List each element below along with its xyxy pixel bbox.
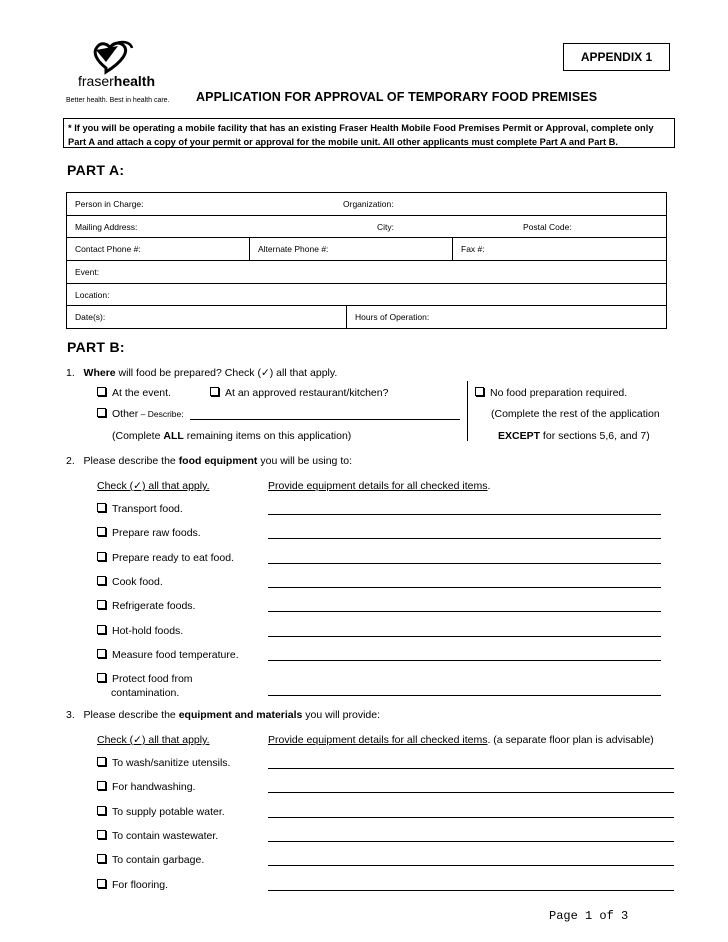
q3-item[interactable]: To contain garbage. bbox=[97, 854, 204, 866]
q1-other-describe-line[interactable] bbox=[190, 419, 460, 420]
event-field[interactable]: Event: bbox=[75, 267, 100, 278]
q2-check-label: Check (✓) all that apply. bbox=[97, 480, 210, 492]
q2-item[interactable]: Cook food. bbox=[97, 576, 163, 588]
part-a-grid bbox=[66, 192, 667, 329]
q2-detail-line[interactable] bbox=[268, 660, 661, 661]
fax-field[interactable]: Fax #: bbox=[452, 238, 666, 260]
q3-detail-line[interactable] bbox=[268, 817, 674, 818]
q2-item[interactable]: Transport food. bbox=[97, 503, 183, 515]
checkbox-icon[interactable] bbox=[210, 387, 219, 396]
row-event bbox=[67, 261, 666, 284]
q1-prompt: 1. Where will food be prepared? Check (✓) all that apply. bbox=[66, 367, 338, 379]
checkbox-icon[interactable] bbox=[97, 649, 106, 658]
q2-item[interactable]: Protect food from bbox=[97, 673, 193, 685]
q2-detail-line[interactable] bbox=[268, 563, 661, 564]
checkbox-icon[interactable] bbox=[97, 576, 106, 585]
q2-detail-line[interactable] bbox=[268, 636, 661, 637]
page-number: Page 1 of 3 bbox=[549, 909, 629, 923]
organization-field[interactable]: Organization: bbox=[343, 199, 394, 209]
q1-complete-all: (Complete ALL remaining items on this application) bbox=[112, 430, 352, 442]
checkbox-icon[interactable] bbox=[475, 387, 484, 396]
q3-item[interactable]: For flooring. bbox=[97, 879, 168, 891]
fraserhealth-logo bbox=[66, 38, 166, 106]
contact-phone-field[interactable]: Contact Phone #: bbox=[75, 244, 141, 255]
q1-opt-event[interactable]: At the event. bbox=[97, 387, 171, 399]
dates-field[interactable]: Date(s): bbox=[75, 312, 106, 323]
q2-detail-line[interactable] bbox=[268, 587, 661, 588]
q3-detail-line[interactable] bbox=[268, 768, 674, 769]
alternate-phone-field[interactable]: Alternate Phone #: bbox=[249, 238, 451, 260]
q3-detail-line[interactable] bbox=[268, 890, 674, 891]
org-name: fraserhealth bbox=[78, 73, 156, 89]
q3-detail-line[interactable] bbox=[268, 792, 674, 793]
q2-item-cont: contamination. bbox=[111, 687, 180, 699]
checkbox-icon[interactable] bbox=[97, 625, 106, 634]
q2-detail-line[interactable] bbox=[268, 695, 661, 696]
q1-complete-rest: (Complete the rest of the application bbox=[491, 408, 660, 420]
checkbox-icon[interactable] bbox=[97, 673, 106, 682]
mailing-address-field[interactable]: Mailing Address: bbox=[75, 221, 138, 232]
person-in-charge-field[interactable]: Person in Charge: bbox=[75, 199, 144, 209]
checkbox-icon[interactable] bbox=[97, 527, 106, 536]
part-b-heading: PART B: bbox=[67, 339, 125, 355]
heart-logo-icon bbox=[66, 38, 166, 78]
checkbox-icon[interactable] bbox=[97, 757, 106, 766]
tagline: Better health. Best in health care. bbox=[66, 97, 170, 104]
q3-item[interactable]: To wash/sanitize utensils. bbox=[97, 757, 230, 769]
row-address bbox=[67, 216, 666, 239]
q1-divider bbox=[467, 381, 468, 441]
appendix-label: APPENDIX 1 bbox=[563, 43, 670, 71]
q3-detail-line[interactable] bbox=[268, 865, 674, 866]
q2-item[interactable]: Measure food temperature. bbox=[97, 649, 239, 661]
row-person bbox=[67, 193, 666, 216]
q1-opt-restaurant[interactable]: At an approved restaurant/kitchen? bbox=[210, 387, 388, 399]
checkbox-icon[interactable] bbox=[97, 408, 106, 417]
q3-item[interactable]: To supply potable water. bbox=[97, 806, 225, 818]
q3-item[interactable]: For handwashing. bbox=[97, 781, 195, 793]
checkbox-icon[interactable] bbox=[97, 781, 106, 790]
q3-check-label: Check (✓) all that apply. bbox=[97, 734, 210, 746]
row-phone bbox=[67, 238, 666, 261]
q2-item[interactable]: Refrigerate foods. bbox=[97, 600, 195, 612]
checkbox-icon[interactable] bbox=[97, 552, 106, 561]
q1-opt-none[interactable]: No food preparation required. bbox=[475, 387, 627, 399]
checkbox-icon[interactable] bbox=[97, 879, 106, 888]
q2-details-label: Provide equipment details for all checked items. bbox=[268, 480, 491, 492]
hours-field[interactable]: Hours of Operation: bbox=[346, 306, 666, 328]
part-a-heading: PART A: bbox=[67, 162, 125, 178]
q1-except: EXCEPT for sections 5,6, and 7) bbox=[498, 430, 650, 442]
q2-item[interactable]: Hot-hold foods. bbox=[97, 625, 183, 637]
checkbox-icon[interactable] bbox=[97, 387, 106, 396]
q2-item[interactable]: Prepare raw foods. bbox=[97, 527, 201, 539]
q2-detail-line[interactable] bbox=[268, 514, 661, 515]
location-field[interactable]: Location: bbox=[75, 289, 110, 300]
q3-detail-line[interactable] bbox=[268, 841, 674, 842]
q2-item[interactable]: Prepare ready to eat food. bbox=[97, 552, 234, 564]
checkbox-icon[interactable] bbox=[97, 830, 106, 839]
q2-detail-line[interactable] bbox=[268, 611, 661, 612]
row-dates bbox=[67, 306, 666, 328]
checkbox-icon[interactable] bbox=[97, 600, 106, 609]
postal-code-field[interactable]: Postal Code: bbox=[523, 221, 572, 232]
mobile-notice: * If you will be operating a mobile facility that has an existing Fraser Health Mobile Food Premises Permit or Approval, complete only Part A and attach a copy of your permit or approval for the mobile unit. All other applicants must complete Part A and Part B. bbox=[63, 118, 675, 148]
checkbox-icon[interactable] bbox=[97, 806, 106, 815]
q3-item[interactable]: To contain wastewater. bbox=[97, 830, 218, 842]
city-field[interactable]: City: bbox=[377, 221, 394, 232]
row-location bbox=[67, 284, 666, 307]
checkbox-icon[interactable] bbox=[97, 854, 106, 863]
checkbox-icon[interactable] bbox=[97, 503, 106, 512]
q2-prompt: 2. Please describe the food equipment you will be using to: bbox=[66, 455, 352, 467]
q3-prompt: 3. Please describe the equipment and materials you will provide: bbox=[66, 709, 381, 721]
q2-detail-line[interactable] bbox=[268, 538, 661, 539]
q1-opt-other[interactable]: Other – Describe: bbox=[97, 408, 184, 420]
form-title: APPLICATION FOR APPROVAL OF TEMPORARY FOOD PREMISES bbox=[196, 90, 598, 104]
q3-details-label: Provide equipment details for all checked items. (a separate floor plan is advisable) bbox=[268, 734, 654, 746]
